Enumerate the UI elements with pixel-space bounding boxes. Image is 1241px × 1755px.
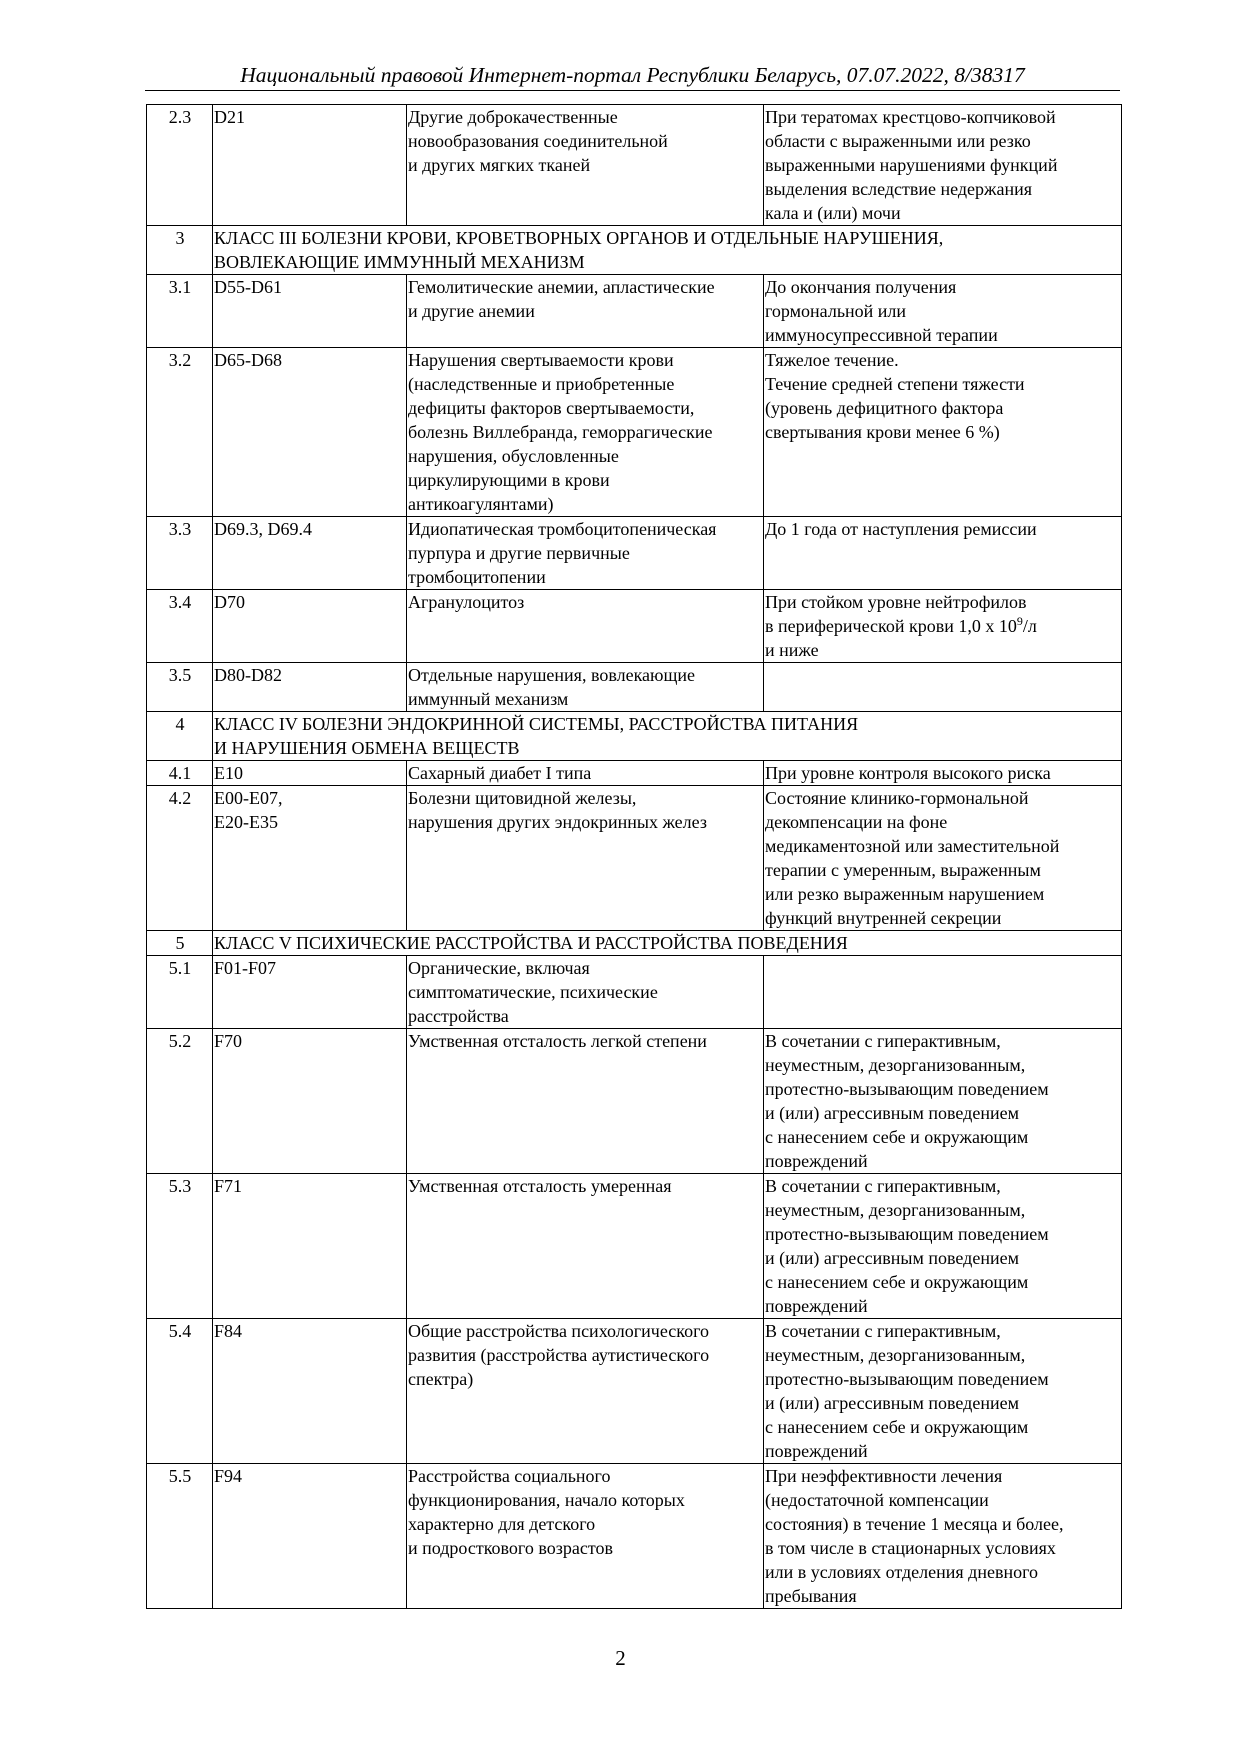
table-row	[147, 517, 1122, 590]
cell-line: При стойком уровне нейтрофилов	[765, 592, 1027, 612]
cell-line: При неэффективности лечения	[765, 1466, 1003, 1486]
disease-name-cell	[407, 663, 764, 712]
cell-line: И НАРУШЕНИЯ ОБМЕНА ВЕЩЕСТВ	[214, 738, 520, 758]
cell-line: терапии с умеренным, выраженным	[765, 860, 1041, 880]
cell-line: D21	[214, 107, 245, 127]
table-row	[147, 663, 1122, 712]
class-heading	[213, 712, 1122, 761]
page-number: 2	[615, 1646, 626, 1670]
cell-line: неуместным, дезорганизованным,	[765, 1200, 1026, 1220]
cell-line: функций внутренней секреции	[765, 908, 1002, 928]
cell-line: с нанесением себе и окружающим	[765, 1417, 1029, 1437]
disease-name-cell	[407, 1464, 764, 1609]
row-number: 5.2	[147, 1029, 213, 1174]
cell-line: E20-E35	[214, 812, 278, 832]
disease-name-cell	[407, 786, 764, 931]
table-row	[147, 105, 1122, 226]
disease-name-cell	[407, 1029, 764, 1174]
cell-line: и другие анемии	[408, 301, 535, 321]
row-number: 3.5	[147, 663, 213, 712]
cell-line: Органические, включая	[408, 958, 590, 978]
cell-line: медикаментозной или заместительной	[765, 836, 1060, 856]
cell-line: Сахарный диабет I типа	[408, 763, 592, 783]
cell-line: пурпура и другие первичные	[408, 543, 630, 563]
row-number: 5.3	[147, 1174, 213, 1319]
row-number: 5.4	[147, 1319, 213, 1464]
table-row	[147, 761, 1122, 786]
cell-line: пребывания	[765, 1586, 857, 1606]
cell-line: F84	[214, 1321, 243, 1341]
cell-line: и подросткового возрастов	[408, 1538, 613, 1558]
cell-line: декомпенсации на фоне	[765, 812, 948, 832]
cell-line: тромбоцитопении	[408, 567, 546, 587]
cell-line: области с выраженными или резко	[765, 131, 1031, 151]
table-row	[147, 1174, 1122, 1319]
exponent: 9	[1016, 614, 1023, 628]
cell-line: и (или) агрессивным поведением	[765, 1393, 1019, 1413]
disease-name-cell	[407, 105, 764, 226]
disease-name-cell	[407, 348, 764, 517]
icd-code-cell	[213, 663, 407, 712]
row-number: 3.2	[147, 348, 213, 517]
cell-line: Агранулоцитоз	[408, 592, 525, 612]
cell-line: В сочетании с гиперактивным,	[765, 1176, 1001, 1196]
cell-line: Течение средней степени тяжести	[765, 374, 1025, 394]
table-row	[147, 1464, 1122, 1609]
row-number: 3	[147, 226, 213, 275]
cell-line: гормональной или	[765, 301, 907, 321]
row-number: 5	[147, 931, 213, 956]
cell-line: F70	[214, 1031, 243, 1051]
cell-line: D55-D61	[214, 277, 282, 297]
cell-line: D80-D82	[214, 665, 282, 685]
cell-line: симптоматические, психические	[408, 982, 658, 1002]
cell-line: (недостаточной компенсации	[765, 1490, 989, 1510]
table-row	[147, 1029, 1122, 1174]
cell-line: спектра)	[408, 1369, 474, 1389]
icd-code-cell	[213, 1319, 407, 1464]
class-row	[147, 931, 1122, 956]
cell-line: нарушения, обусловленные	[408, 446, 619, 466]
table-row	[147, 1319, 1122, 1464]
disease-name-cell	[407, 956, 764, 1029]
row-number: 3.3	[147, 517, 213, 590]
icd-code-cell	[213, 1029, 407, 1174]
icd-code-cell	[213, 761, 407, 786]
cell-line: При тератомах крестцово-копчиковой	[765, 107, 1056, 127]
cell-line: Общие расстройства психологического	[408, 1321, 710, 1341]
condition-cell	[764, 105, 1122, 226]
condition-cell	[764, 1029, 1122, 1174]
cell-line: В сочетании с гиперактивным,	[765, 1031, 1001, 1051]
cell-line: повреждений	[765, 1441, 868, 1461]
cell-line: в периферической крови 1,0 х $10^9/л$	[765, 614, 1037, 636]
cell-line: с нанесением себе и окружающим	[765, 1272, 1029, 1292]
cell-line: Болезни щитовидной железы,	[408, 788, 637, 808]
cell-line: расстройства	[408, 1006, 509, 1026]
row-number: 4.2	[147, 786, 213, 931]
cell-line: и других мягких тканей	[408, 155, 591, 175]
row-number: 2.3	[147, 105, 213, 226]
disease-name-cell	[407, 761, 764, 786]
icd-code-cell	[213, 275, 407, 348]
icd-code-cell	[213, 348, 407, 517]
document-header: Национальный правовой Интернет-портал Республики Беларусь, 07.07.2022, 8/38317	[240, 63, 1025, 87]
disease-name-cell	[407, 1319, 764, 1464]
cell-line: Умственная отсталость легкой степени	[408, 1031, 707, 1051]
cell-line: E10	[214, 763, 243, 783]
unit: /л	[1022, 616, 1037, 636]
class-row	[147, 712, 1122, 761]
table-row	[147, 590, 1122, 663]
table-row	[147, 275, 1122, 348]
cell-line: протестно-вызывающим поведением	[765, 1079, 1049, 1099]
condition-cell	[764, 786, 1122, 931]
cell-line: При уровне контроля высокого риска	[765, 763, 1051, 783]
cell-line: Расстройства социального	[408, 1466, 611, 1486]
condition-cell	[764, 956, 1122, 1029]
condition-cell	[764, 1174, 1122, 1319]
row-number: 3.1	[147, 275, 213, 348]
cell-line: неуместным, дезорганизованным,	[765, 1345, 1026, 1365]
cell-line: состояния) в течение 1 месяца и более,	[765, 1514, 1064, 1534]
cell-line: F71	[214, 1176, 243, 1196]
cell-line: нарушения других эндокринных желез	[408, 812, 707, 832]
cell-line: характерно для детского	[408, 1514, 596, 1534]
icd-code-cell	[213, 1464, 407, 1609]
cell-line: КЛАСС IV БОЛЕЗНИ ЭНДОКРИННОЙ СИСТЕМЫ, РАССТРОЙСТВА ПИТАНИЯ	[214, 714, 859, 734]
condition-cell	[764, 517, 1122, 590]
cell-line: Нарушения свертываемости крови	[408, 350, 674, 370]
cell-line: дефициты факторов свертываемости,	[408, 398, 695, 418]
disease-name-cell	[407, 1174, 764, 1319]
condition-cell	[764, 348, 1122, 517]
cell-line: (наследственные и приобретенные	[408, 374, 675, 394]
class-heading	[213, 226, 1122, 275]
cell-line: E00-E07,	[214, 788, 283, 808]
cell-line: антикоагулянтами)	[408, 494, 554, 514]
class-row	[147, 226, 1122, 275]
cell-line: неуместным, дезорганизованным,	[765, 1055, 1026, 1075]
icd-code-cell	[213, 517, 407, 590]
condition-cell	[764, 1464, 1122, 1609]
condition-cell	[764, 663, 1122, 712]
cell-line: выраженными нарушениями функций	[765, 155, 1058, 175]
condition-cell	[764, 1319, 1122, 1464]
cell-line: в том числе в стационарных условиях	[765, 1538, 1056, 1558]
cell-line: или резко выраженным нарушением	[765, 884, 1045, 904]
cell-line: иммуносупрессивной терапии	[765, 325, 998, 345]
cell-line: повреждений	[765, 1296, 868, 1316]
cell-line: и (или) агрессивным поведением	[765, 1248, 1019, 1268]
icd-code-cell	[213, 786, 407, 931]
cell-line: новообразования соединительной	[408, 131, 668, 151]
cell-line: иммунный механизм	[408, 689, 569, 709]
cell-line: Отдельные нарушения, вовлекающие	[408, 665, 695, 685]
cell-line: протестно-вызывающим поведением	[765, 1369, 1049, 1389]
icd-code-cell	[213, 590, 407, 663]
cell-line: D69.3, D69.4	[214, 519, 312, 539]
cell-line: развития (расстройства аутистического	[408, 1345, 710, 1365]
cell-line: или в условиях отделения дневного	[765, 1562, 1039, 1582]
cell-line: F94	[214, 1466, 243, 1486]
row-number: 3.4	[147, 590, 213, 663]
table-row	[147, 348, 1122, 517]
cell-line: кала и (или) мочи	[765, 203, 901, 223]
row-number: 4	[147, 712, 213, 761]
cell-line: повреждений	[765, 1151, 868, 1171]
condition-cell	[764, 275, 1122, 348]
cell-line: Состояние клинико-гормональной	[765, 788, 1029, 808]
disease-name-cell	[407, 275, 764, 348]
cell-line: (уровень дефицитного фактора	[765, 398, 1004, 418]
icd-code-cell	[213, 956, 407, 1029]
cell-line: и ниже	[765, 640, 819, 660]
icd-code-cell	[213, 1174, 407, 1319]
header-divider	[145, 90, 1120, 91]
cell-line: свертывания крови менее 6 %)	[765, 422, 1000, 442]
cell-line: и (или) агрессивным поведением	[765, 1103, 1019, 1123]
cell-line: с нанесением себе и окружающим	[765, 1127, 1029, 1147]
cell-line: функционирования, начало которых	[408, 1490, 685, 1510]
icd-code-cell	[213, 105, 407, 226]
cell-line: Другие доброкачественные	[408, 107, 618, 127]
cell-line: До 1 года от наступления ремиссии	[765, 519, 1037, 539]
cell-line: Тяжелое течение.	[765, 350, 899, 370]
cell-line: Гемолитические анемии, апластические	[408, 277, 715, 297]
cell-line: выделения вследствие недержания	[765, 179, 1033, 199]
row-number: 4.1	[147, 761, 213, 786]
row-number: 5.5	[147, 1464, 213, 1609]
cell-line: F01-F07	[214, 958, 277, 978]
cell-line: КЛАСС III БОЛЕЗНИ КРОВИ, КРОВЕТВОРНЫХ ОРГАНОВ И ОТДЕЛЬНЫЕ НАРУШЕНИЯ,	[214, 228, 944, 248]
disease-table	[146, 104, 1122, 1609]
cell-line: циркулирующими в крови	[408, 470, 610, 490]
row-number: 5.1	[147, 956, 213, 1029]
class-heading	[213, 931, 1122, 956]
cell-line: болезнь Виллебранда, геморрагические	[408, 422, 713, 442]
condition-cell	[764, 590, 1122, 663]
disease-name-cell	[407, 517, 764, 590]
cell-line: В сочетании с гиперактивным,	[765, 1321, 1001, 1341]
cell-line: протестно-вызывающим поведением	[765, 1224, 1049, 1244]
cell-line: D70	[214, 592, 245, 612]
table-row	[147, 786, 1122, 931]
table-row	[147, 956, 1122, 1029]
condition-cell	[764, 761, 1122, 786]
cell-line: До окончания получения	[765, 277, 957, 297]
cell-line: Умственная отсталость умеренная	[408, 1176, 672, 1196]
cell-line: Идиопатическая тромбоцитопеническая	[408, 519, 717, 539]
cell-line: КЛАСС V ПСИХИЧЕСКИЕ РАССТРОЙСТВА И РАССТРОЙСТВА ПОВЕДЕНИЯ	[214, 933, 848, 953]
cell-line: D65-D68	[214, 350, 282, 370]
disease-name-cell	[407, 590, 764, 663]
cell-line: ВОВЛЕКАЮЩИЕ ИММУННЫЙ МЕХАНИЗМ	[214, 252, 585, 272]
